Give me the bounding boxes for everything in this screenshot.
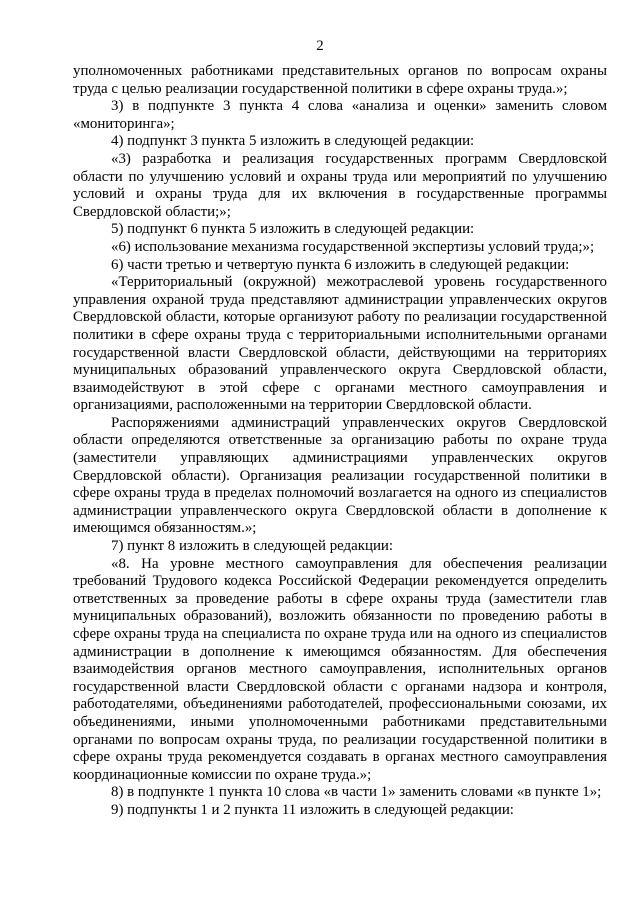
paragraph-item-6-text-2: Распоряжениями администраций управленческих округов Свердловской области определяются ответственные за организацию работы по охране труда (заместители управляющих администрациями управленческих округов Свердловской области). Организация реализации государственной политики в сфере охраны труда в пределах полномочий возлагается на одного из специалистов администрации управленческого округа Свердловской области в дополнение к имеющимся обязанностям.»;	[73, 414, 607, 537]
paragraph-item-8: 8) в подпункте 1 пункта 10 слова «в части 1» заменить словами «в пункте 1»;	[111, 784, 602, 801]
paragraph-item-3: 3) в подпункте 3 пункта 4 слова «анализа и оценки» заменить словом «мониторинга»;	[73, 98, 607, 132]
document-body	[73, 63, 607, 820]
paragraph-item-7-text: «8. На уровне местного самоуправления для обеспечения реализации требований Трудового кодекса Российской Федерации рекомендуется определить ответственных за проведение работы в сфере охраны труда (заместители глав муниципальных образований), возложить обязанности по проведению работы в сфере охраны труда на специалиста по охране труда или на одного из специалистов администрации в дополнение к имеющимся обязанностям. Для обеспечения взаимодействия органов местного самоуправления, исполнительных органов государственной власти Свердловской области с органами надзора и контроля, работодателями, объединениями работодателей, профессиональными союзами, их объединениями, иными уполномоченными работниками представительными органами по вопросам охраны труда, по реализации государственной политики в сфере охраны труда рекомендуется создавать в органах местного самоуправления координационные комиссии по охране труда.»;	[73, 555, 607, 783]
paragraph-item-4: 4) подпункт 3 пункта 5 изложить в следующей редакции:	[111, 133, 475, 150]
paragraph-item-4-text: «3) разработка и реализация государственных программ Свердловской области по улучшению условий и охраны труда или мероприятий по улучшению условий и охраны труда для их включения в государственные программы Свердловской области;»;	[73, 150, 607, 220]
paragraph-item-6: 6) части третью и четвертую пункта 6 изложить в следующей редакции:	[111, 256, 570, 273]
paragraph-item-7: 7) пункт 8 изложить в следующей редакции:	[111, 538, 394, 555]
paragraph-item-5-text: «6) использование механизма государственной экспертизы условий труда;»;	[111, 238, 595, 255]
paragraph-item-5: 5) подпункт 6 пункта 5 изложить в следующей редакции:	[111, 221, 475, 238]
paragraph-item-6-text-1: «Территориальный (окружной) межотраслевой уровень государственного управления охраной труда представляют администрации управленческих округов Свердловской области, которые организуют работу по реализации государственной политики в сфере охраны труда с территориальными исполнительными органами государственной власти Свердловской области, действующими на территориях муниципальных образований управленческого округа Свердловской области, взаимодействуют в этой сфере с органами местного самоуправления и организациями, расположенными на территории Свердловской области.	[73, 274, 607, 414]
page-number: 2	[316, 38, 324, 54]
paragraph-item-9: 9) подпункты 1 и 2 пункта 11 изложить в следующей редакции:	[111, 801, 514, 818]
paragraph-continuation: уполномоченных работниками представительных органов по вопросам охраны труда с целью реализации государственной политики в сфере охраны труда.»;	[73, 63, 607, 97]
